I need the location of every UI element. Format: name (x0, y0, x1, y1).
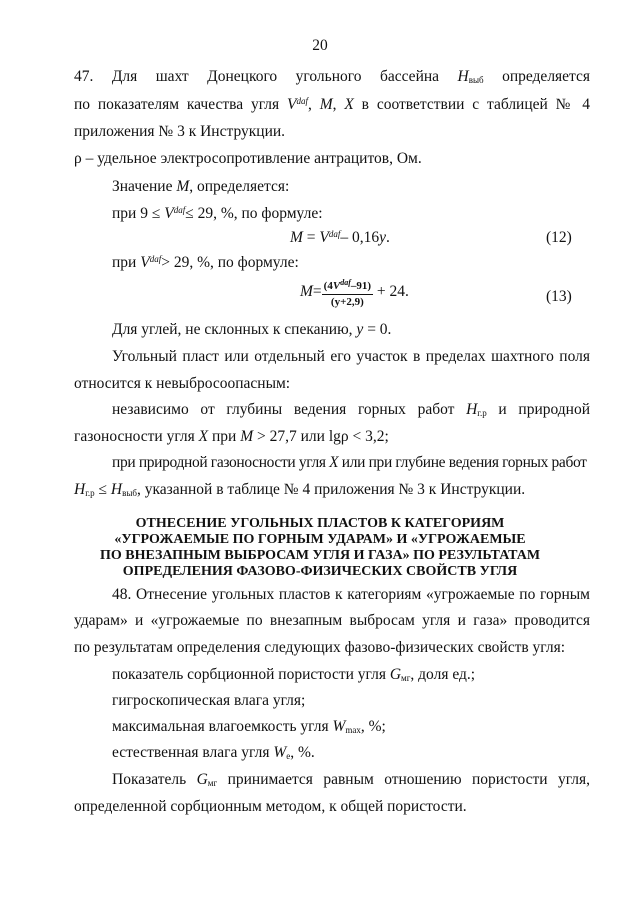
list-item-natural-moisture: естественная влага угля $W_e$, %. (112, 744, 315, 761)
section-heading-line-2: «УГРОЖАЕМЫЕ ПО ГОРНЫМ УДАРАМ» И «УГРОЖАЕМЫЕ (114, 532, 526, 547)
section-heading-line-4: ОПРЕДЕЛЕНИЯ ФАЗОВО-ФИЗИЧЕСКИХ СВОЙСТВ УГЛЯ (122, 564, 518, 579)
list-item-sorption-porosity: показатель сорбционной пористости угля $G_{мг}$, доля ед.; (112, 666, 476, 683)
p47-line-3: приложения № 3 к Инструкции. (74, 123, 286, 140)
equation-12: $M = V^{daf}-$ 0,16y. (290, 229, 390, 246)
independent-line-1: независимо от глубины ведения горных работ $H_{г.р}$ и природной (112, 401, 591, 418)
natural-gas-line-1: при природной газоносности угля X или при глубине ведения горных работ (112, 454, 587, 471)
list-item-hygroscopic-moisture: гигроскопическая влага угля; (112, 692, 306, 709)
p48-line-3: по результатам определения следующих фазово-физических свойств угля: (74, 639, 566, 656)
section-heading-line-3: ПО ВНЕЗАПНЫМ ВЫБРОСАМ УГЛЯ И ГАЗА» ПО РЕЗУЛЬТАТАМ (99, 548, 541, 563)
case-2-condition: при $V^{daf}> 29$, %, по формуле: (112, 254, 299, 271)
last-line-2: определенной сорбционным методом, к общей пористости. (74, 798, 467, 815)
rho-definition: ρ – удельное электросопротивление антрацитов, Ом. (74, 150, 422, 167)
equation-13-fraction: $\frac{(4V^{daf}-91)}{(y+2,9)}$ (323, 278, 372, 308)
case-1-condition: при $9 \le V^{daf}\le 29$, %, по формуле: (112, 205, 323, 222)
equation-12-number: (12) (546, 229, 572, 246)
natural-gas-line-2: $H_{г.р} \le H_{выб}$, указанной в таблице № 4 приложения № 3 к Инструкции. (74, 481, 526, 498)
equation-13: M= $\frac{(4V^{daf}-91)}{(y+2,9)}$ + 24. (300, 278, 409, 308)
independent-line-2: газоносности угля X при M > 27,7 или lgρ < 3,2; (74, 428, 389, 445)
no-sinter-condition: Для углей, не склонных к спеканию, y = 0. (112, 321, 392, 338)
seam-line-1: Угольный пласт или отдельный его участок в пределах шахтного поля (112, 348, 590, 365)
p47-line-1: 47. Для шахт Донецкого угольного бассейна $H_{выб}$ определяется (74, 68, 591, 85)
list-item-max-moisture: максимальная влагоемкость угля $W_{max}$, %; (112, 718, 386, 735)
last-line-1: Показатель $G_{мг}$ принимается равным отношению пористости угля, (112, 771, 591, 788)
seam-line-2: относится к невыбросоопасным: (74, 375, 291, 392)
m-definition: Значение M, определяется: (112, 178, 290, 195)
p47-line-2: по показателям качества угля $V^{daf}$, M, X в соответствии с таблицей № 4 (74, 96, 591, 113)
p48-line-1: 48. Отнесение угольных пластов к категориям «угрожаемые по горным (112, 586, 590, 603)
page-number: 20 (312, 37, 328, 54)
section-heading-line-1: ОТНЕСЕНИЕ УГОЛЬНЫХ ПЛАСТОВ К КАТЕГОРИЯМ (135, 516, 505, 531)
p48-line-2: ударам» и «угрожаемые по внезапным выбросам угля и газа» проводится (74, 612, 590, 629)
equation-13-number: (13) (546, 288, 572, 305)
